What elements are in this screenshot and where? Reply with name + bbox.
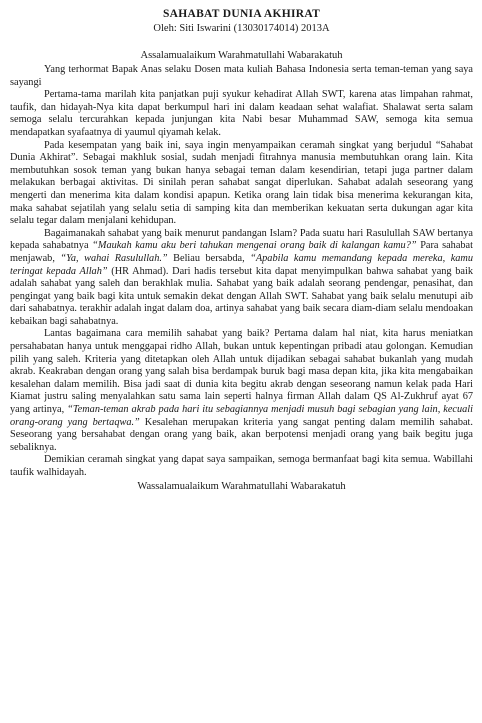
paragraph-text: Bagaimanakah sahabat yang baik menurut pandangan Islam? Pada suatu hari Rasulullah SAW bertanya kepada sahabatnya: [10, 227, 473, 252]
paragraph-text: Beliau bersabda,: [167, 252, 251, 264]
quotation: “Ya, wahai Rasulullah.”: [60, 252, 168, 264]
paragraph: [10, 64, 473, 89]
speech-body: [10, 64, 473, 480]
author-line: Oleh: Siti Iswarini (13030174014) 2013A: [153, 23, 330, 34]
paragraph-text: Para sahabat menjawab,: [10, 240, 473, 264]
opening-greeting: Assalamualaikum Warahmatullahi Wabarakatuh: [140, 50, 343, 61]
paragraph-text: Yang terhormat Bapak Anas selaku Dosen mata kuliah Bahasa Indonesia serta teman-teman yang saya sayangi: [10, 64, 473, 88]
paragraph-text: Lantas bagaimana cara memilih sahabat yang baik? Pertama dalam hal niat, kita harus meniatkan persahabatan hanya untuk menggapai ridho Allah, bukan untuk kepentingan pribadi atau golongan. Kemudian pilih yang saleh. Kriteria yang ditetapkan oleh Allah untuk dijadikan sebagai sahabat bukanlah yang mudah akrab. Keakraban dengan orang yang salah bisa berdampak buruk bagi masa depan kita, jika kita mengabaikan kesalehan dalam memilih. Bisa jadi saat di dunia kita begitu akrab dengan seseorang namun kelak pada Hari Kiamat justru saling menyalahkan satu sama lain seperti halnya firman Allah dalam QS Al-Zukhruf ayat 67 yang artinya,: [10, 328, 473, 416]
paragraph: [10, 454, 473, 479]
quotation: “Maukah kamu aku beri tahukan mengenai orang baik di kalangan kamu?”: [92, 240, 417, 252]
paragraph-text: Pertama-tama marilah kita panjatkan puji syukur kehadirat Allah SWT, karena atas limpahan rahmat, taufik, dan hidayah-Nya kita dapat berkumpul hari ini dalam keadaan sehat walafiat. Shalawat serta salam semoga selalu tercurahkan kepada junjungan kita Nabi besar Muhammad SAW, semoga kita semua mendapatkan syafaatnya di yaumul qiyamah kelak.: [10, 89, 473, 138]
quotation: “Apabila kamu memandang kepada mereka, kamu teringat kepada Allah”: [10, 252, 473, 277]
paragraph: [10, 140, 473, 228]
paragraph: [10, 228, 473, 329]
document-title: SAHABAT DUNIA AKHIRAT: [162, 8, 321, 20]
closing-greeting: Wassalamualaikum Warahmatullahi Wabarakatuh: [137, 480, 346, 492]
paragraph: [10, 328, 473, 454]
quotation: “Teman-teman akrab pada hari itu sebagiannya menjadi musuh bagi sebagian yang lain, kecuali orang-orang yang bertaqwa.”: [10, 404, 473, 428]
paragraph-text: Demikian ceramah singkat yang dapat saya sampaikan, semoga bermanfaat bagi kita semua. Wabillahi taufik walhidayah.: [10, 454, 473, 478]
paragraph-text: Kesalehan merupakan kriteria yang sangat penting dalam memilih sahabat. Seseorang yang bersahabat dengan orang yang baik, akan berpotensi menjadi orang yang baik begitu juga sebaliknya.: [10, 416, 473, 453]
paragraph: [10, 89, 473, 139]
paragraph-text: (HR Ahmad). Dari hadis tersebut kita dapat menyimpulkan bahwa sahabat yang baik adalah sahabat yang saleh dan berakhlak mulia. Sahabat yang baik adalah seorang pendengar, penasihat, dan pengingat yang baik bagi kita untuk semakin dekat dengan Allah SWT. Sahabat yang baik selalu menutupi aib dari sahabatnya. terakhir adalah ingat dalam doa, artinya sahabat yang baik secara diam-diam selalu mendoakan kebaikan bagi sahabatnya.: [10, 265, 473, 327]
paragraph-text: Pada kesempatan yang baik ini, saya ingin menyampaikan ceramah singkat yang berjudul “Sahabat Dunia Akhirat”. Sebagai makhluk sosial, sudah menjadi fitrahnya manusia membutuhkan orang lain. Kita membutuhkan sosok teman yang bukan hanya sebagai teman dalam kesendirian, tetapi juga partner dalam melakukan berbagai aktivitas. Di sinilah peran sahabat sangat diperlukan. Sahabat adalah seseorang yang mengerti dan menerima kita dalam kondisi apapun. Ketika orang lain tidak bisa menerima kekurangan kita, maka sahabat sejatilah yang selalu setia di samping kita dan memberikan kekuatan serta dukungan agar kita selalu tegar dalam menjalani kehidupan.: [10, 139, 473, 227]
